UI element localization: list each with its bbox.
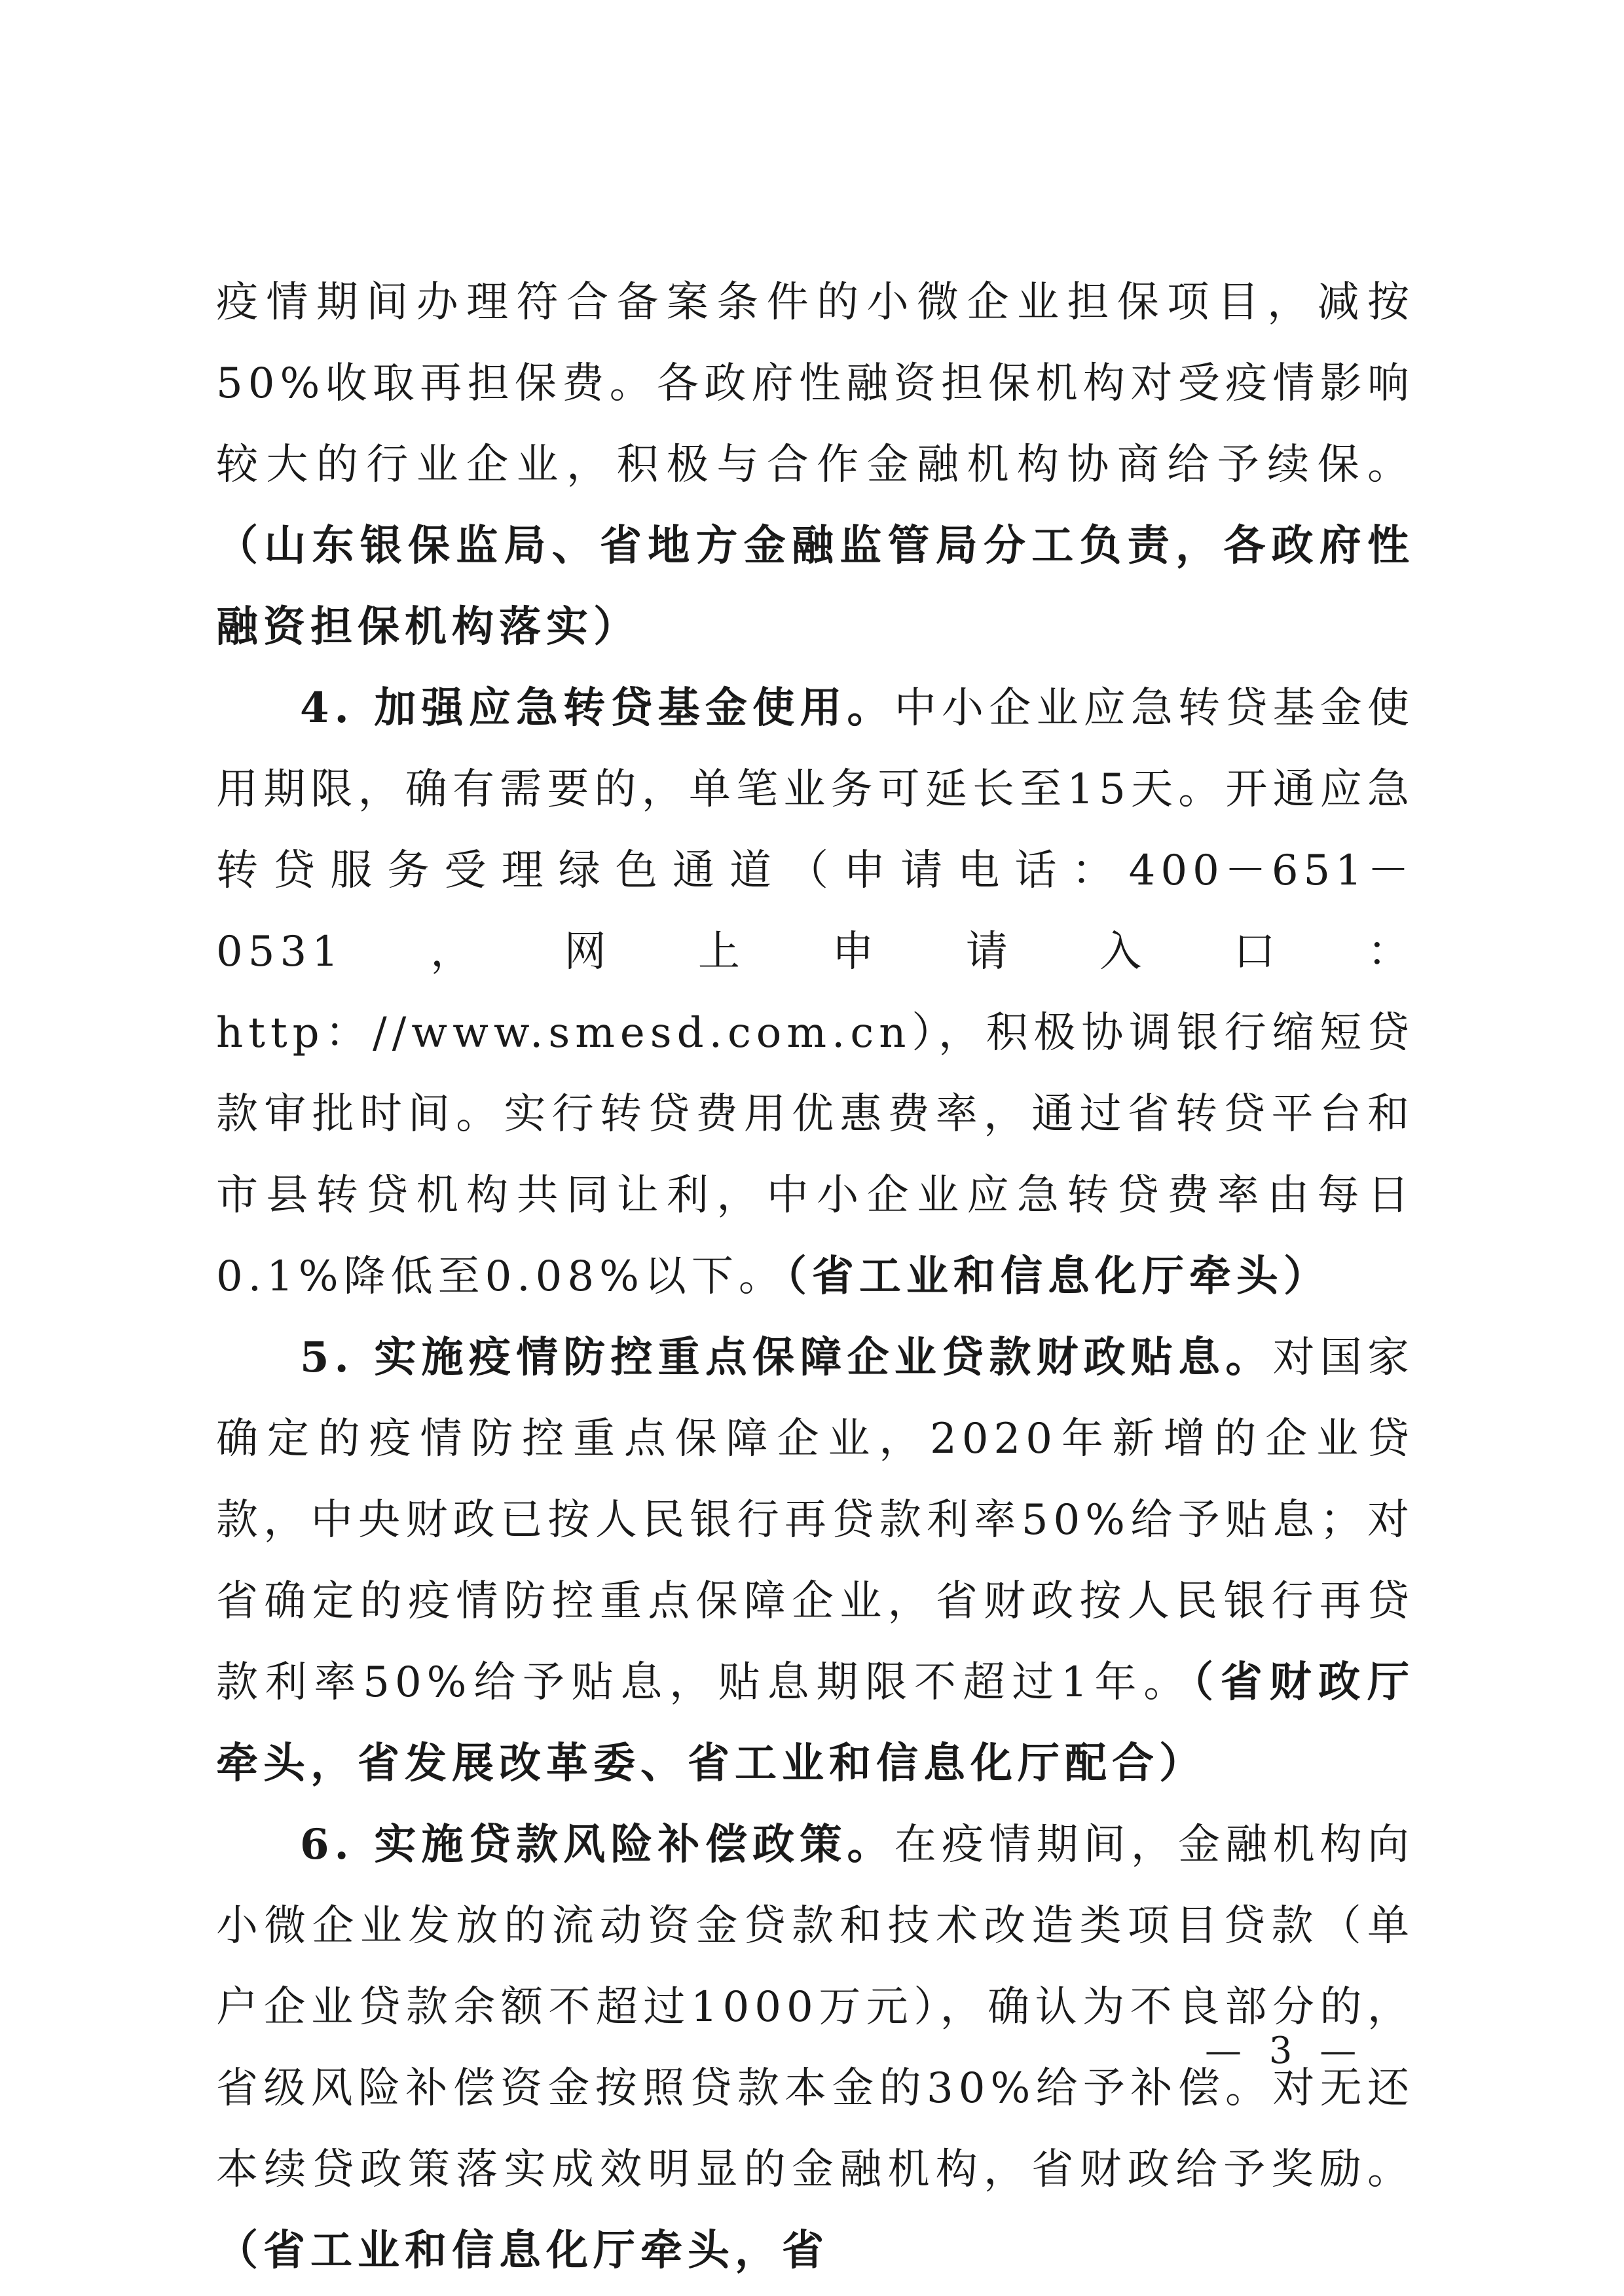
responsible-party-note: （山东银保监局、省地方金融监管局分工负责，各政府性融资担保机构落实） (216, 521, 1414, 651)
item-heading: 6. 实施贷款风险补偿政策。 (300, 1820, 895, 1869)
responsible-party-note: （省工业和信息化厅牵头） (785, 1252, 1331, 1301)
document-page (216, 262, 1414, 2291)
text-run: 疫情期间办理符合备案条件的小微企业担保项目，减按50%收取再担保费。各政府性融资担保机构对受疫情影响较大的行业企业，积极与合作金融机构协商给予续保。 (216, 278, 1414, 489)
item-heading: 4. 加强应急转贷基金使用。 (300, 683, 895, 733)
responsible-party-note: （省工业和信息化厅牵头，省 (216, 2226, 829, 2275)
text-run: 中小企业应急转贷基金使用期限，确有需要的，单笔业务可延长至15天。开通应急转贷服务受理绿色通道（申请电话：400－651－0531，网上申请入口：http：//www.smesd.com.cn），积极协调银行缩短贷款审批时间。实行转贷费用优惠费率，通过省转贷平台和市县转贷机构共同让利，中小企业应急转贷费率由每日0.1%降低至0.08%以下。 (216, 684, 1415, 1301)
item-heading: 5. 实施疫情防控重点保障企业贷款财政贴息。 (300, 1333, 1273, 1382)
paragraph-item-5 (216, 1317, 1414, 1804)
responsible-party-note: （省财政厅牵头，省发展改革委、省工业和信息化厅配合） (216, 1658, 1415, 1788)
text-run: 在疫情期间，金融机构向小微企业发放的流动资金贷款和技术改造类项目贷款（单户企业贷款余额不超过1000万元），确认为不良部分的，省级风险补偿资金按照贷款本金的30%给予补偿。对无还本续贷政策落实成效明显的金融机构，省财政给予奖励。 (216, 1821, 1415, 2194)
paragraph-item-4 (216, 668, 1414, 1317)
page-number: — 3 — (1205, 2030, 1365, 2072)
text-run: 对国家确定的疫情防控重点保障企业，2020年新增的企业贷款，中央财政已按人民银行再贷款利率50%给予贴息；对省确定的疫情防控重点保障企业，省财政按人民银行再贷款利率50%给予贴息，贴息期限不超过1年。 (216, 1334, 1415, 1707)
paragraph-guarantee (216, 262, 1414, 668)
